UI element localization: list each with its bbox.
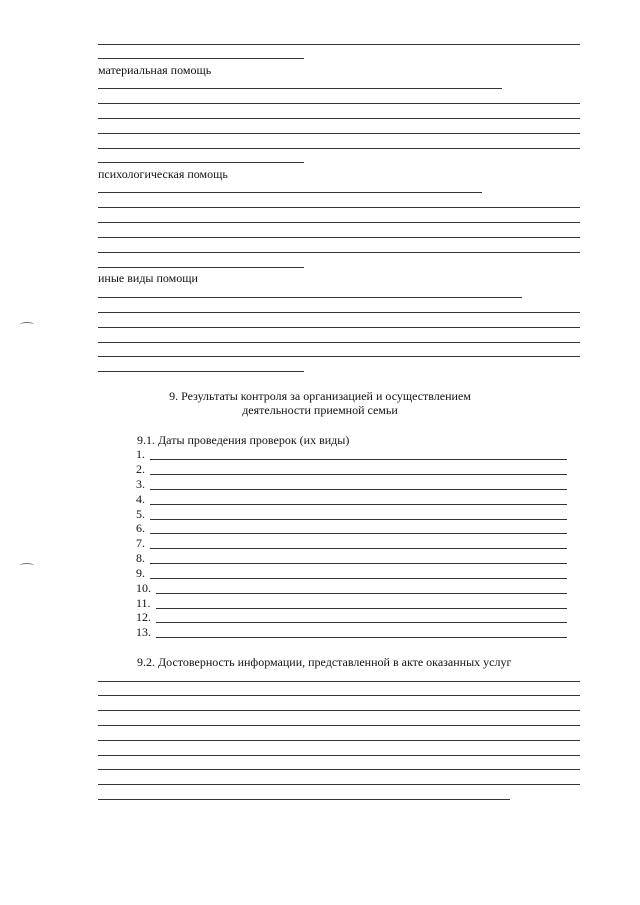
section9-heading-line2: деятельности приемной семьи [242,403,398,417]
fill-line [98,740,580,741]
list-item-number: 8. [136,551,145,565]
list-item-number: 2. [136,462,145,476]
fill-line [98,710,580,711]
inspection-dates-title: 9.1. Даты проведения проверок (их виды) [137,433,350,447]
list-item-number: 12. [136,610,151,624]
fill-line [98,88,502,89]
list-item-line [156,637,567,638]
fill-line [98,252,580,253]
list-item-line [150,504,567,505]
list-item-number: 1. [136,447,145,461]
fill-line [98,312,580,313]
list-item-number: 9. [136,566,145,580]
fill-line [98,755,580,756]
fill-line [98,725,580,726]
list-item-line [150,459,567,460]
fill-line [98,237,580,238]
fill-line [98,356,580,357]
fill-line [98,681,580,682]
list-item-number: 6. [136,521,145,535]
list-item-line [150,548,567,549]
section9-heading-line1: 9. Результаты контроля за организацией и осуществлением [169,389,471,403]
fill-line [98,297,522,298]
fill-line [98,162,304,163]
fill-line [98,784,580,785]
fill-line [98,58,304,59]
list-item-number: 13. [136,625,151,639]
list-item-line [150,489,567,490]
list-item-line [150,519,567,520]
list-item-number: 10. [136,581,151,595]
material-help-label: материальная помощь [98,63,212,77]
fill-line [98,342,580,343]
list-item-line [150,474,567,475]
list-item-number: 5. [136,507,145,521]
psych-help-label: психологическая помощь [98,167,228,181]
fill-line [98,799,510,800]
fill-line [98,133,580,134]
list-item-line [156,622,567,623]
scan-mark [20,563,34,568]
list-item-number: 3. [136,477,145,491]
fill-line [98,44,580,45]
list-item-line [156,608,567,609]
fill-line [98,207,580,208]
fill-line [98,103,580,104]
list-item-line [150,578,567,579]
fill-line [98,148,580,149]
fill-line [98,192,482,193]
list-item-line [150,533,567,534]
fill-line [98,118,580,119]
fill-line [98,222,580,223]
fill-line [98,769,580,770]
scan-mark [20,322,34,327]
list-item-line [150,563,567,564]
fill-line [98,327,580,328]
list-item-number: 4. [136,492,145,506]
fill-line [98,267,304,268]
list-item-number: 11. [136,596,151,610]
info-reliability-title: 9.2. Достоверность информации, представленной в акте оказанных услуг [137,655,512,669]
fill-line [98,695,580,696]
fill-line [98,371,304,372]
other-help-label: иные виды помощи [98,271,198,285]
list-item-line [156,593,567,594]
list-item-number: 7. [136,536,145,550]
